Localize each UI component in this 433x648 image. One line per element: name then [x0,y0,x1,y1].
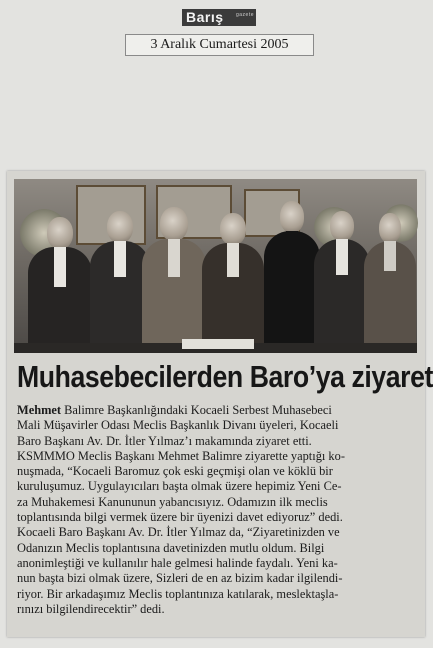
article-line: kuruluşumuz. Uygulayıcıları başta olmak üzere hepimiz Yeni Ce- [17,479,342,494]
person-head [220,213,246,245]
person [28,203,92,353]
article-line: Baro Başkanı Av. Dr. İtler Yılmaz’ı makamında ziyaret etti. [17,433,312,448]
person-head [107,211,133,243]
article-line: Odanızın Meclis toplantısına davetinizden mutlu oldum. Bilgi [17,540,325,555]
article-line [17,403,415,418]
person-head [379,213,401,243]
article-lead-word: Mehmet [17,403,62,417]
article-line: KSMMMO Meclis Başkanı Mehmet Balimre ziyarette yaptığı ko- [17,448,345,463]
person-head [160,207,188,241]
person [142,197,206,353]
article-line: rınızı bilgilendirecektir” dedi. [17,601,165,616]
person-collar [384,241,396,271]
person-collar [114,241,126,277]
article-headline: Muhasebecilerden Baro’ya ziyaret [17,359,433,394]
article-line-text: Balimre Başkanlığındaki Kocaeli Serbest Muhasebeci [61,403,332,417]
article-line: Kocaeli Baro Başkanı Av. Dr. İtler Yılmaz da, “Ziyaretinizden ve [17,525,340,540]
article-line: toplantısında bilgi vermek üzere bir üyenizi davet ediyoruz” dedi. [17,510,343,525]
logo-subtext: gazete [235,12,254,18]
person-head [280,201,304,233]
person [90,199,150,353]
person [264,195,320,353]
person-dress [264,231,320,353]
papers-on-table [182,339,254,349]
article-photo [14,179,417,353]
article-line: anonimleştiği ve kullanılır hale gelmesi halinde faydalı. Yeni ka- [17,555,338,570]
article-line: nun başta bizi olmak üzere, Sizleri de en az bizim kadar ilgilendi- [17,571,343,586]
newspaper-logo [182,9,256,26]
article-line: nuşmada, “Kocaeli Baromuz çok eski geçmişi olan ve köklü bir [17,464,333,479]
person [364,199,416,353]
article-line: riyor. Bir arkadaşımız Meclis toplantınıza katılarak, meslektaşla- [17,586,339,601]
article-line: za Muhakemesi Kanununun yabancısıyız. Odamızın ilk meclis [17,494,328,509]
newspaper-clipping [7,171,433,637]
publication-date: 3 Aralık Cumartesi 2005 [125,34,314,56]
person-collar [227,243,239,277]
logo-text: Barış [186,9,224,25]
person-collar [54,247,66,287]
article-line: Mali Müşavirler Odası Meclis Başkanlık Divanı üyeleri, Kocaeli [17,418,339,433]
person-head [330,211,354,241]
person-collar [336,239,348,275]
person [314,199,370,353]
person-collar [286,231,298,241]
person-head [47,217,73,249]
person [202,201,264,353]
article-body [17,403,415,617]
person-collar [168,239,180,277]
